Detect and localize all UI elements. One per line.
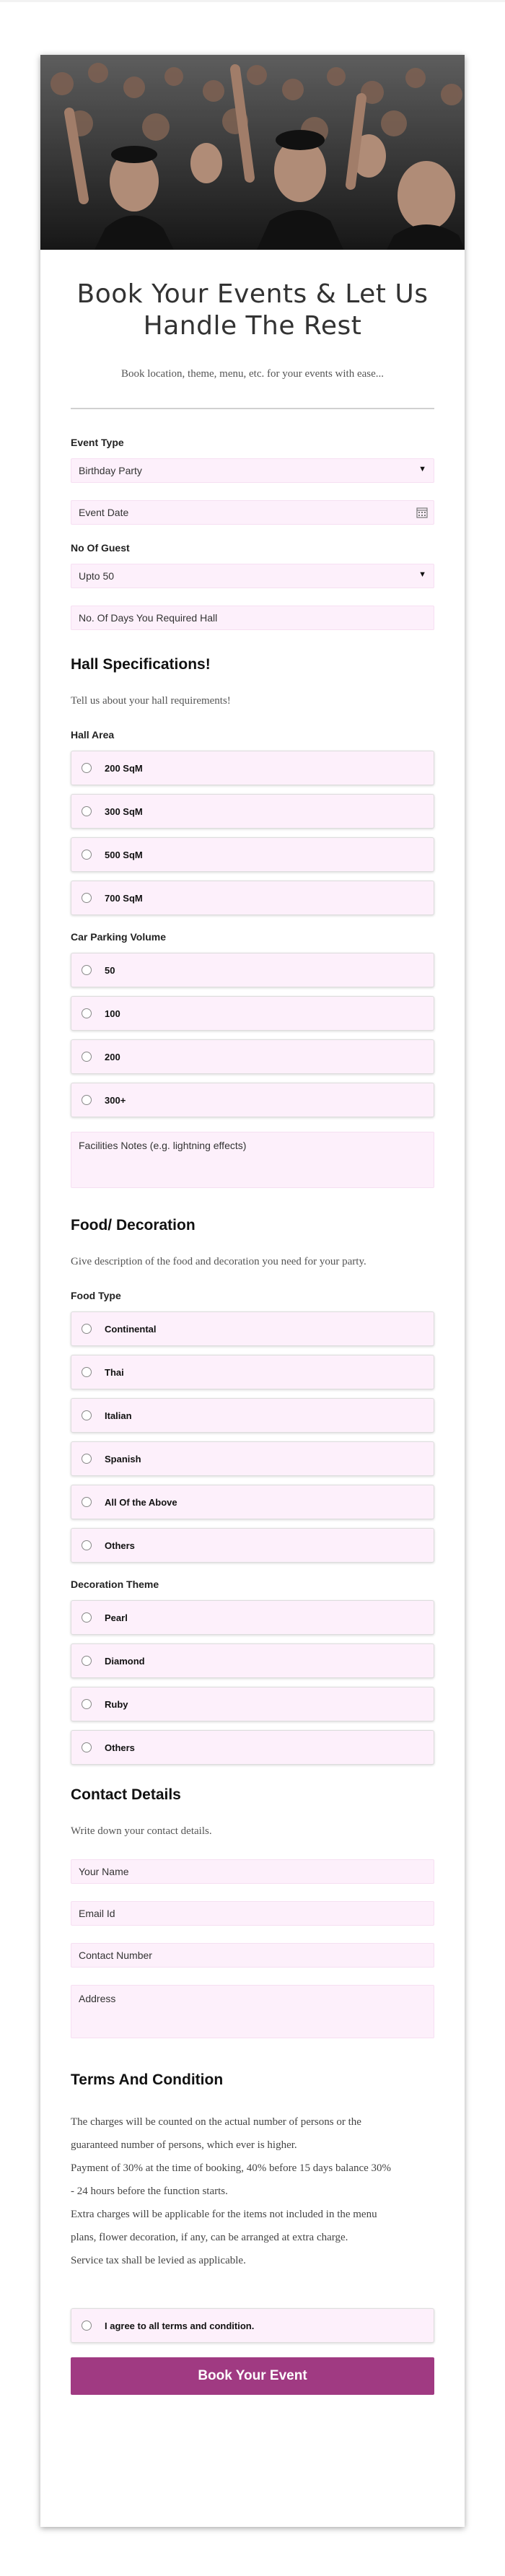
hall-section-desc: Tell us about your hall requirements! <box>71 695 231 707</box>
event-type-value: Birthday Party <box>79 465 142 476</box>
food-section-desc: Give description of the food and decoration you need for your party. <box>71 1256 366 1267</box>
terms-line: Payment of 30% at the time of booking, 40% before 15 days balance 30% <box>71 2162 392 2174</box>
crowd-photo <box>40 55 465 250</box>
contact-section-desc: Write down your contact details. <box>71 1825 212 1837</box>
option-label: Spanish <box>105 1453 141 1464</box>
calendar-icon[interactable] <box>416 507 428 518</box>
radio-icon[interactable] <box>82 965 92 975</box>
header-divider <box>71 408 434 409</box>
decoration-theme-options <box>71 1600 434 1765</box>
dropdown-arrow-icon: ▼ <box>418 570 426 579</box>
option-label: 300 SqM <box>105 805 143 817</box>
radio-icon[interactable] <box>82 806 92 816</box>
option-label: Continental <box>105 1323 157 1335</box>
radio-option[interactable] <box>71 881 434 915</box>
parking-label: Car Parking Volume <box>71 931 167 943</box>
option-label: Others <box>105 1540 135 1551</box>
radio-icon[interactable] <box>82 1612 92 1623</box>
hall-area-options <box>71 751 434 915</box>
radio-option[interactable] <box>71 1083 434 1117</box>
hall-section-title: Hall Specifications! <box>71 656 211 673</box>
radio-option[interactable] <box>71 1485 434 1519</box>
facilities-notes-textarea[interactable] <box>71 1132 434 1188</box>
radio-option[interactable] <box>71 1039 434 1074</box>
radio-option[interactable] <box>71 1441 434 1476</box>
radio-icon[interactable] <box>82 1052 92 1062</box>
guests-select[interactable] <box>71 564 434 588</box>
terms-line: guaranteed number of persons, which ever is higher. <box>71 2139 297 2151</box>
terms-line: - 24 hours before the function starts. <box>71 2186 228 2197</box>
option-label: 200 <box>105 1051 120 1062</box>
parking-options <box>71 953 434 1117</box>
radio-icon[interactable] <box>82 1699 92 1709</box>
option-label: 700 SqM <box>105 892 143 904</box>
agree-terms-label: I agree to all terms and condition. <box>105 2320 255 2331</box>
page-title: Book Your Events & Let Us Handle The Rest <box>76 279 429 341</box>
radio-option[interactable] <box>71 1528 434 1563</box>
email-field[interactable] <box>71 1901 434 1926</box>
contact-section-title: Contact Details <box>71 1786 181 1803</box>
radio-icon[interactable] <box>82 893 92 903</box>
form-content <box>40 279 465 2395</box>
address-placeholder: Address <box>79 1993 116 2004</box>
radio-icon[interactable] <box>82 1410 92 1420</box>
days-required-placeholder: No. Of Days You Required Hall <box>79 612 218 624</box>
page-subtitle: Book location, theme, menu, etc. for your events with ease... <box>120 368 385 380</box>
radio-option[interactable] <box>71 1311 434 1346</box>
radio-icon[interactable] <box>82 1497 92 1507</box>
email-placeholder: Email Id <box>79 1908 115 1919</box>
option-label: Diamond <box>105 1655 145 1667</box>
event-type-select[interactable] <box>71 458 434 483</box>
terms-line: Extra charges will be applicable for the items not included in the menu <box>71 2209 377 2220</box>
event-date-field[interactable] <box>71 500 434 525</box>
booking-form-card <box>40 55 465 2527</box>
name-placeholder: Your Name <box>79 1866 129 1877</box>
terms-text <box>71 2110 434 2272</box>
contact-number-field[interactable] <box>71 1943 434 1968</box>
radio-option[interactable] <box>71 953 434 987</box>
radio-icon[interactable] <box>82 1454 92 1464</box>
facilities-notes-placeholder: Facilities Notes (e.g. lightning effects) <box>79 1140 247 1151</box>
food-section-title: Food/ Decoration <box>71 1217 196 1234</box>
option-label: Italian <box>105 1410 132 1421</box>
address-textarea[interactable] <box>71 1985 434 2038</box>
option-label: All Of the Above <box>105 1496 177 1508</box>
option-label: Pearl <box>105 1612 128 1623</box>
event-type-label: Event Type <box>71 437 124 448</box>
contact-number-placeholder: Contact Number <box>79 1950 152 1961</box>
radio-option[interactable] <box>71 1730 434 1765</box>
radio-option[interactable] <box>71 837 434 872</box>
radio-option[interactable] <box>71 1643 434 1678</box>
option-label: Ruby <box>105 1698 128 1710</box>
radio-icon[interactable] <box>82 850 92 860</box>
radio-icon[interactable] <box>82 763 92 773</box>
guests-value: Upto 50 <box>79 570 115 582</box>
option-label: Thai <box>105 1366 124 1378</box>
radio-option[interactable] <box>71 1600 434 1635</box>
radio-icon[interactable] <box>82 1008 92 1018</box>
radio-icon[interactable] <box>82 1656 92 1666</box>
radio-icon[interactable] <box>82 2320 92 2331</box>
radio-option[interactable] <box>71 1355 434 1389</box>
decoration-theme-label: Decoration Theme <box>71 1579 159 1590</box>
terms-line: plans, flower decoration, if any, can be arranged at extra charge. <box>71 2232 348 2243</box>
radio-option[interactable] <box>71 1398 434 1433</box>
book-event-button[interactable]: Book Your Event <box>71 2357 434 2395</box>
days-required-field[interactable] <box>71 606 434 630</box>
radio-option[interactable] <box>71 996 434 1031</box>
radio-icon[interactable] <box>82 1540 92 1550</box>
event-date-placeholder: Event Date <box>79 507 129 518</box>
option-label: 50 <box>105 964 115 976</box>
option-label: 500 SqM <box>105 849 143 860</box>
radio-option[interactable] <box>71 751 434 785</box>
agree-terms-option[interactable] <box>71 2308 434 2343</box>
radio-icon[interactable] <box>82 1742 92 1752</box>
name-field[interactable] <box>71 1859 434 1884</box>
radio-icon[interactable] <box>82 1095 92 1105</box>
food-type-label: Food Type <box>71 1290 121 1301</box>
dropdown-arrow-icon: ▼ <box>418 465 426 473</box>
option-label: 100 <box>105 1008 120 1019</box>
page-top-strip <box>0 0 505 2</box>
option-label: 200 SqM <box>105 762 143 774</box>
food-type-options <box>71 1311 434 1563</box>
radio-icon[interactable] <box>82 1324 92 1334</box>
radio-icon[interactable] <box>82 1367 92 1377</box>
terms-section-title: Terms And Condition <box>71 2071 224 2088</box>
option-label: 300+ <box>105 1094 126 1106</box>
hall-area-label: Hall Area <box>71 729 115 741</box>
terms-line: Service tax shall be levied as applicable. <box>71 2255 246 2266</box>
terms-line: The charges will be counted on the actual number of persons or the <box>71 2116 361 2128</box>
guests-label: No Of Guest <box>71 542 130 554</box>
radio-option[interactable] <box>71 794 434 829</box>
radio-option[interactable] <box>71 1687 434 1721</box>
option-label: Others <box>105 1742 135 1753</box>
hero-image <box>40 55 465 250</box>
